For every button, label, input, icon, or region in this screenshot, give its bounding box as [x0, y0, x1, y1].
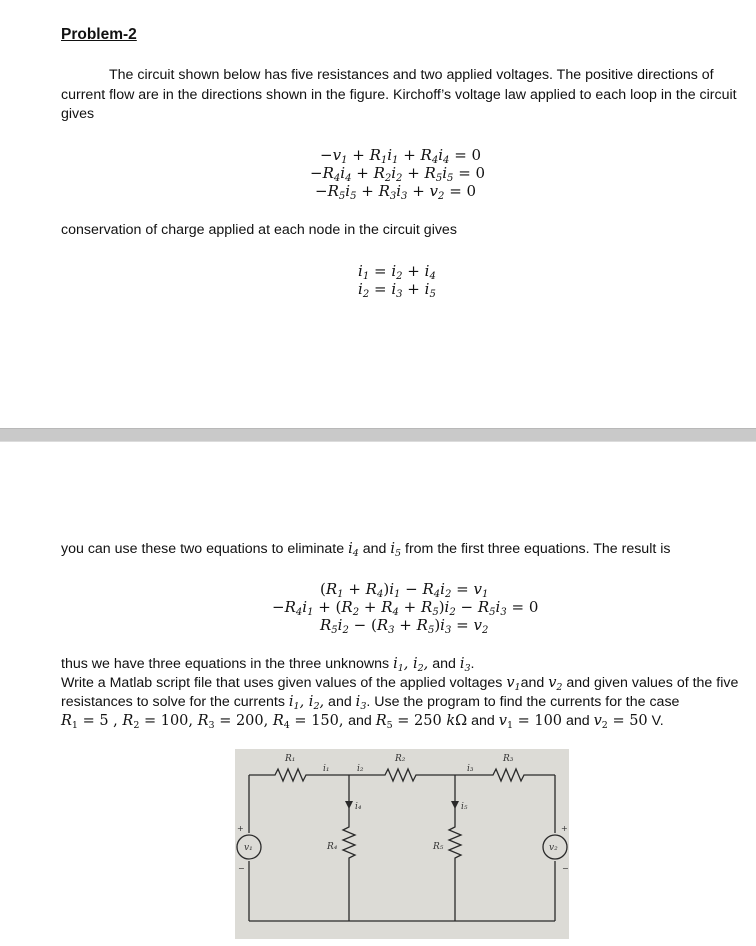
i4-arrow	[345, 801, 353, 809]
problem-title: Problem-2	[61, 26, 137, 43]
document-page-2	[0, 442, 756, 946]
label-i4: i₄	[355, 802, 362, 812]
intro-paragraph: The circuit shown below has five resistances and two applied voltages. The positive directions of current flow are in the directions shown in the figure. Kirchoff’s voltage law applied to each loop in the circuit gives	[61, 67, 737, 122]
label-r2: R₂	[395, 754, 406, 764]
v2-minus: −	[562, 864, 569, 873]
kvl-equation-3: $-R_5i_5 + R_3i_3 + v_2 = 0$	[315, 182, 477, 202]
top-wire	[249, 769, 555, 781]
label-r4: R₄	[327, 842, 338, 852]
v1-minus: −	[238, 864, 245, 873]
label-i2: i₂	[357, 764, 364, 774]
v1-plus: +	[237, 824, 244, 833]
r5-resistor	[449, 775, 461, 921]
node-equation-1: $i_1 = i_2 + i_4$	[358, 262, 436, 282]
result-equation-1: $(R_1 + R_4)i_1 - R_4i_2 = v_1$	[320, 580, 489, 600]
document-page-1	[0, 0, 756, 428]
label-i1: i₁	[323, 764, 330, 774]
circuit-diagram	[235, 749, 569, 939]
label-r5: R₅	[433, 842, 444, 852]
label-v1: v₁	[244, 843, 253, 853]
label-r1: R₁	[285, 754, 296, 764]
v2-plus: +	[561, 824, 568, 833]
i5-arrow	[451, 801, 459, 809]
node-equation-2: $i_2 = i_3 + i_5$	[358, 280, 436, 300]
page-separator	[0, 428, 756, 442]
kvl-equation-1: $-v_1 + R_1i_1 + R_4i_4 = 0$	[320, 146, 482, 166]
result-equation-3: $R_5i_2 - (R_3 + R_5)i_3 = v_2$	[320, 616, 489, 636]
label-r3: R₃	[503, 754, 514, 764]
kvl-equation-2: $-R_4i_4 + R_2i_2 + R_5i_5 = 0$	[310, 164, 486, 184]
result-equation-2: $-R_4i_1 + (R_2 + R_4 + R_5)i_2 - R_5i_3 = 0$	[272, 598, 539, 618]
label-i5: i₅	[461, 802, 468, 812]
task-paragraph: thus we have three equations in the three unknowns $i_1$, $i_2$, and $i_3$. Write a Matlab script file that uses given values of the applied voltages $v_1and$ $v_2$ and given values of the five resistances to solve for the currents $i_1$, $i_2$, and $i_3$. Use the program to find the currents for the case $R_1 = 5$ , $R_2 = 100$, $R_3 = 200$, $R_4 = 150$, and $R_5 = 250$ kΩ and $v_1 = 100$ and $v_2 = 50$ V.	[61, 656, 739, 731]
eliminate-text: you can use these two equations to eliminate $i_4$ and $i_5$ from the first three equations. The result is	[61, 541, 671, 559]
label-i3: i₃	[467, 764, 474, 774]
label-v2: v₂	[549, 843, 558, 853]
r4-resistor	[343, 775, 355, 921]
charge-conservation-text: conservation of charge applied at each node in the circuit gives	[61, 222, 457, 238]
